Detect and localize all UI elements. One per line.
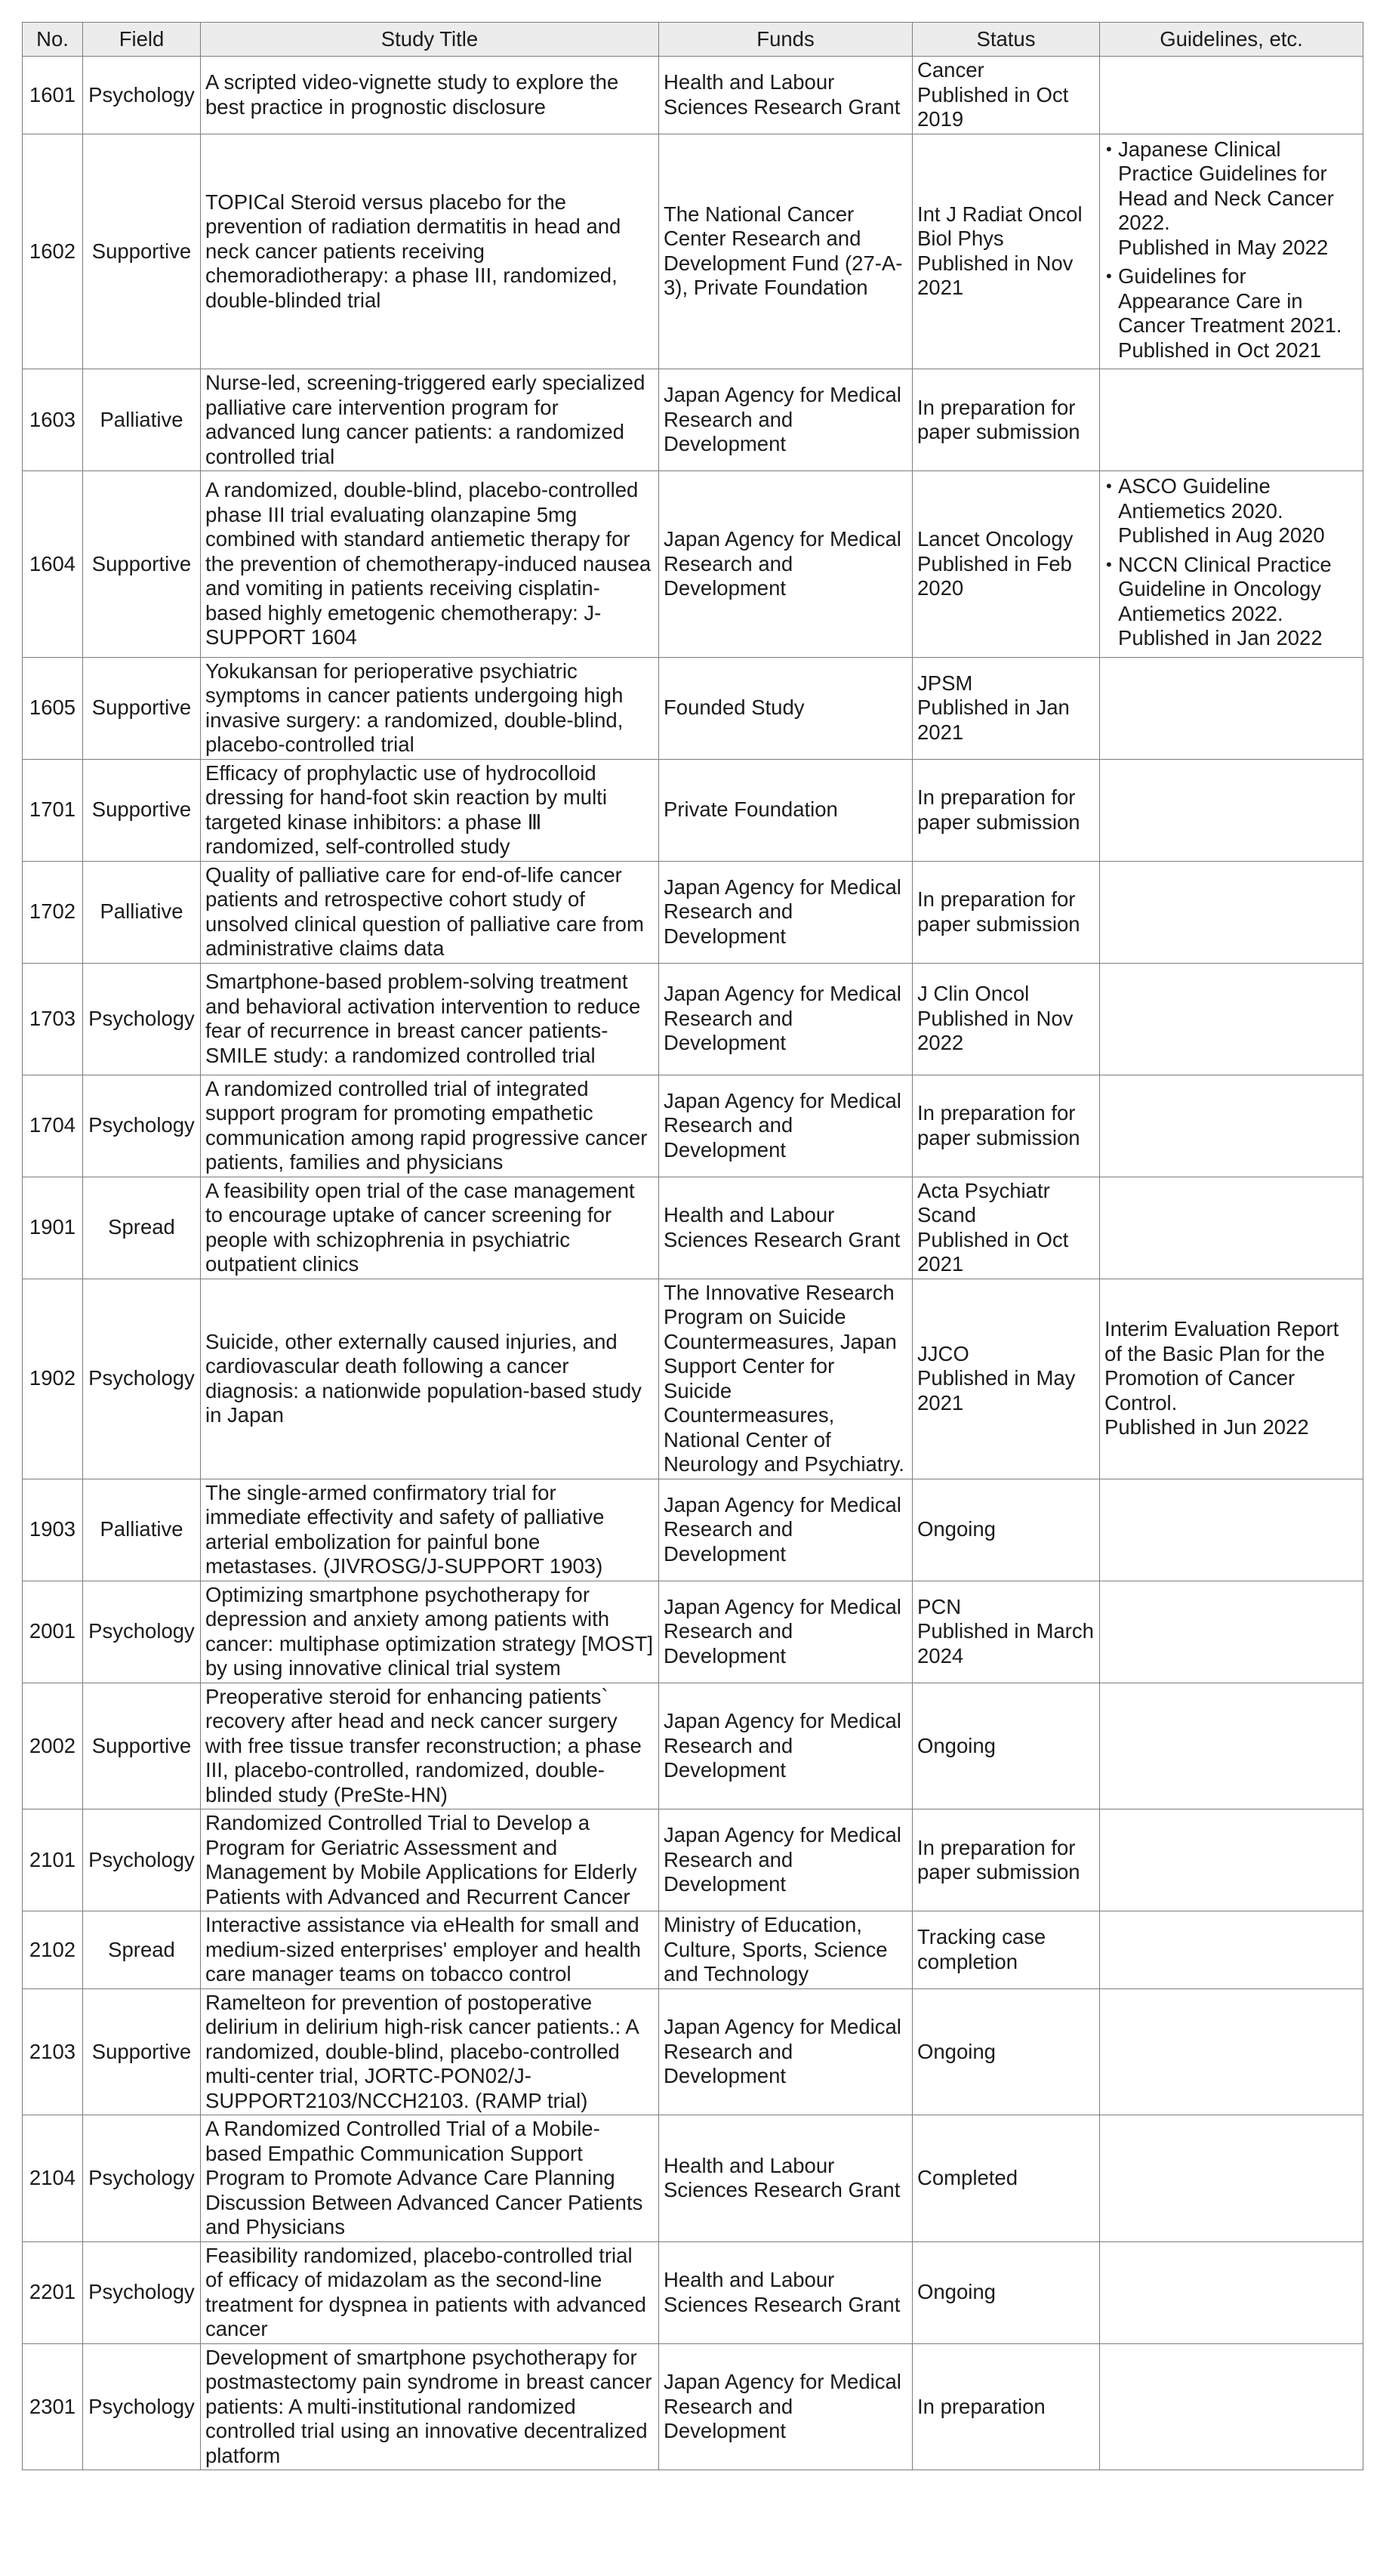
table-body	[23, 57, 1363, 2470]
guideline-item	[1104, 553, 1358, 651]
study-title: Quality of palliative care for end-of-life cancer patients and retrospective cohort study of unsolved clinical question of palliative care from administrative claims data	[201, 861, 659, 963]
study-field: Spread	[83, 1911, 201, 1989]
study-title: Suicide, other externally caused injuries, and cardiovascular death following a cancer diagnosis: a nationwide population-based study in Japan	[201, 1279, 659, 1479]
study-title: Ramelteon for prevention of postoperative delirium in delirium high-risk cancer patients.: A randomized, double-blind, placebo-controlled multi-center trial, JORTC-PON02/J-SUPPORT2103/NCCH2103. (RAMP trial)	[201, 1988, 659, 2115]
table-row	[23, 2115, 1363, 2242]
study-title: Optimizing smartphone psychotherapy for depression and anxiety among patients with cancer: multiphase optimization strategy [MOST] by using innovative clinical trial system	[201, 1581, 659, 1683]
study-number: 1603	[23, 369, 83, 471]
study-number: 2103	[23, 1988, 83, 2115]
study-status	[913, 1075, 1100, 1177]
status-line: Ongoing	[917, 1517, 996, 1541]
study-status	[913, 963, 1100, 1075]
study-guidelines	[1100, 1683, 1363, 1809]
study-status	[913, 57, 1100, 134]
study-number: 2104	[23, 2115, 83, 2242]
study-title: Preoperative steroid for enhancing patients` recovery after head and neck cancer surgery with free tissue transfer reconstruction; a phase III, placebo-controlled, randomized, double-blinded study (PreSte-HN)	[201, 1683, 659, 1809]
table-row	[23, 57, 1363, 134]
study-number: 1601	[23, 57, 83, 134]
study-number: 1704	[23, 1075, 83, 1177]
table-row	[23, 657, 1363, 759]
status-line: JPSM	[917, 671, 973, 695]
study-field: Psychology	[83, 963, 201, 1075]
study-guidelines	[1100, 2343, 1363, 2470]
study-guidelines	[1100, 471, 1363, 658]
study-field: Psychology	[83, 2115, 201, 2242]
status-line: Lancet Oncology	[917, 527, 1074, 551]
study-guidelines	[1100, 2115, 1363, 2242]
study-funds: The Innovative Research Program on Suicide Countermeasures, Japan Support Center for Suicide Countermeasures, National Center of Neurology and Psychiatry.	[659, 1279, 913, 1479]
study-title: The single-armed confirmatory trial for immediate effectivity and safety of palliative arterial embolization for painful bone metastases. (JIVROSG/J-SUPPORT 1903)	[201, 1479, 659, 1581]
column-header-field: Field	[83, 23, 201, 57]
table-row	[23, 471, 1363, 658]
study-field: Supportive	[83, 134, 201, 369]
status-line: PCN	[917, 1594, 962, 1618]
guideline-item	[1104, 264, 1358, 362]
study-field: Psychology	[83, 1279, 201, 1479]
study-funds: Japan Agency for Medical Research and Development	[659, 1988, 913, 2115]
study-number: 1605	[23, 657, 83, 759]
study-status	[913, 2115, 1100, 2242]
status-line: In preparation for paper submission	[917, 1101, 1080, 1149]
study-status	[913, 1809, 1100, 1911]
study-guidelines	[1100, 2241, 1363, 2343]
study-status	[913, 134, 1100, 369]
study-number: 1602	[23, 134, 83, 369]
status-line: Published in Jan 2021	[917, 696, 1070, 744]
study-status	[913, 1581, 1100, 1683]
column-header-funds: Funds	[659, 23, 913, 57]
study-funds: Health and Labour Sciences Research Grant	[659, 1177, 913, 1279]
study-guidelines	[1100, 1809, 1363, 1911]
column-header-no: No.	[23, 23, 83, 57]
study-status	[913, 471, 1100, 658]
guidelines-list	[1104, 474, 1358, 651]
guideline-text: ASCO Guideline Antiemetics 2020.	[1118, 474, 1283, 523]
study-field: Supportive	[83, 1988, 201, 2115]
study-funds: Japan Agency for Medical Research and Development	[659, 1809, 913, 1911]
status-line: Published in March 2024	[917, 1619, 1094, 1667]
study-status	[913, 657, 1100, 759]
study-guidelines	[1100, 657, 1363, 759]
table-header	[23, 23, 1363, 57]
guideline-date: Published in Aug 2020	[1118, 523, 1325, 547]
study-field: Supportive	[83, 471, 201, 658]
study-status	[913, 1683, 1100, 1809]
study-title: Yokukansan for perioperative psychiatric symptoms in cancer patients undergoing high invasive surgery: a randomized, double-blind, placebo-controlled trial	[201, 657, 659, 759]
table-row	[23, 1279, 1363, 1479]
study-guidelines	[1100, 1988, 1363, 2115]
study-title: Development of smartphone psychotherapy for postmastectomy pain syndrome in breast cancer patients: A multi-institutional randomized controlled trial using an innovative decentralized platform	[201, 2343, 659, 2470]
study-number: 2101	[23, 1809, 83, 1911]
study-guidelines	[1100, 1479, 1363, 1581]
study-title: A feasibility open trial of the case management to encourage uptake of cancer screening for people with schizophrenia in psychiatric outpatient clinics	[201, 1177, 659, 1279]
study-guidelines	[1100, 1177, 1363, 1279]
guidelines-list	[1104, 137, 1358, 363]
study-funds: Health and Labour Sciences Research Grant	[659, 2115, 913, 2242]
header-row	[23, 23, 1363, 57]
study-number: 1604	[23, 471, 83, 658]
column-header-guidelines: Guidelines, etc.	[1100, 23, 1363, 57]
study-funds: Japan Agency for Medical Research and Development	[659, 963, 913, 1075]
status-line: Ongoing	[917, 2280, 996, 2304]
study-number: 2102	[23, 1911, 83, 1989]
table-row	[23, 1479, 1363, 1581]
study-funds: Japan Agency for Medical Research and Development	[659, 1683, 913, 1809]
study-funds: Japan Agency for Medical Research and Development	[659, 471, 913, 658]
study-title: TOPICal Steroid versus placebo for the prevention of radiation dermatitis in head and neck cancer patients receiving chemoradiotherapy: a phase III, randomized, double-blinded trial	[201, 134, 659, 369]
study-status	[913, 861, 1100, 963]
table-row	[23, 369, 1363, 471]
study-number: 1702	[23, 861, 83, 963]
status-line: Published in Feb 2020	[917, 551, 1072, 600]
study-guidelines	[1100, 57, 1363, 134]
status-line: Acta Psychiatr Scand	[917, 1178, 1050, 1226]
status-line: JJCO	[917, 1341, 969, 1365]
guideline-date: Published in Jan 2022	[1118, 626, 1323, 649]
study-funds: Japan Agency for Medical Research and Development	[659, 1075, 913, 1177]
study-field: Psychology	[83, 1581, 201, 1683]
status-line: Cancer	[917, 58, 984, 82]
guideline-text: Japanese Clinical Practice Guidelines for Head and Neck Cancer 2022.	[1118, 137, 1334, 234]
study-status	[913, 2241, 1100, 2343]
study-funds: Japan Agency for Medical Research and Development	[659, 369, 913, 471]
page	[22, 22, 1363, 2470]
status-line: Ongoing	[917, 2039, 996, 2063]
studies-table	[22, 22, 1363, 2470]
study-status	[913, 1279, 1100, 1479]
study-title: A randomized controlled trial of integrated support program for promoting empathetic communication among rapid progressive cancer patients, families and physicians	[201, 1075, 659, 1177]
study-guidelines	[1100, 134, 1363, 369]
table-row	[23, 1988, 1363, 2115]
table-row	[23, 134, 1363, 369]
study-guidelines	[1100, 1279, 1363, 1479]
table-row	[23, 963, 1363, 1075]
status-line: In preparation for paper submission	[917, 785, 1080, 834]
study-number: 1903	[23, 1479, 83, 1581]
guideline-line: Interim Evaluation Report of the Basic Plan for the Promotion of Cancer Control.	[1104, 1317, 1339, 1414]
study-number: 2201	[23, 2241, 83, 2343]
study-funds: The National Cancer Center Research and Development Fund (27-A-3), Private Foundation	[659, 134, 913, 369]
study-number: 1703	[23, 963, 83, 1075]
study-number: 1901	[23, 1177, 83, 1279]
study-funds: Japan Agency for Medical Research and Development	[659, 861, 913, 963]
study-title: Efficacy of prophylactic use of hydrocolloid dressing for hand-foot skin reaction by multi targeted kinase inhibitors: a phase Ⅲ randomized, self-controlled study	[201, 759, 659, 861]
study-status	[913, 1988, 1100, 2115]
study-status	[913, 1177, 1100, 1279]
study-field: Spread	[83, 1177, 201, 1279]
study-status	[913, 1911, 1100, 1989]
guideline-text: NCCN Clinical Practice Guideline in Oncology Antiemetics 2022.	[1118, 552, 1332, 625]
table-row	[23, 1809, 1363, 1911]
status-line: Published in Oct 2021	[917, 1227, 1069, 1276]
table-row	[23, 2343, 1363, 2470]
table-row	[23, 1581, 1363, 1683]
study-field: Psychology	[83, 1075, 201, 1177]
status-line: Published in Nov 2021	[917, 251, 1074, 300]
status-line: In preparation	[917, 2394, 1046, 2418]
study-funds: Japan Agency for Medical Research and Development	[659, 1479, 913, 1581]
study-field: Psychology	[83, 2343, 201, 2470]
column-header-study-title: Study Title	[201, 23, 659, 57]
study-title: A Randomized Controlled Trial of a Mobile-based Empathic Communication Support Program to Promote Advance Care Planning Discussion Between Advanced Cancer Patients and Physicians	[201, 2115, 659, 2242]
table-row	[23, 861, 1363, 963]
study-field: Supportive	[83, 759, 201, 861]
study-field: Palliative	[83, 369, 201, 471]
status-line: Int J Radiat Oncol Biol Phys	[917, 202, 1083, 251]
study-guidelines	[1100, 1075, 1363, 1177]
status-line: In preparation for paper submission	[917, 887, 1080, 936]
study-funds: Health and Labour Sciences Research Grant	[659, 57, 913, 134]
study-status	[913, 369, 1100, 471]
status-line: Published in Oct 2019	[917, 82, 1069, 131]
study-guidelines	[1100, 861, 1363, 963]
study-guidelines	[1100, 759, 1363, 861]
study-field: Supportive	[83, 657, 201, 759]
table-row	[23, 1075, 1363, 1177]
status-line: Completed	[917, 2166, 1018, 2189]
study-number: 2002	[23, 1683, 83, 1809]
status-line: J Clin Oncol Published in Nov 2022	[917, 982, 1074, 1055]
guideline-item	[1104, 474, 1358, 548]
study-field: Supportive	[83, 1683, 201, 1809]
study-field: Psychology	[83, 2241, 201, 2343]
guideline-line: Published in Jun 2022	[1104, 1415, 1309, 1439]
table-row	[23, 2241, 1363, 2343]
study-guidelines	[1100, 1911, 1363, 1989]
column-header-status: Status	[913, 23, 1100, 57]
study-field: Palliative	[83, 861, 201, 963]
table-row	[23, 1177, 1363, 1279]
status-line: Tracking case completion	[917, 1925, 1046, 1973]
status-line: Ongoing	[917, 1733, 996, 1757]
status-line: Published in May 2021	[917, 1366, 1076, 1414]
guideline-text: Guidelines for Appearance Care in Cancer Treatment 2021.	[1118, 264, 1342, 337]
study-number: 1902	[23, 1279, 83, 1479]
study-funds: Japan Agency for Medical Research and Development	[659, 2343, 913, 2470]
study-status	[913, 2343, 1100, 2470]
guideline-item	[1104, 137, 1358, 261]
study-title: A randomized, double-blind, placebo-controlled phase III trial evaluating olanzapine 5mg combined with standard antiemetic therapy for the prevention of chemotherapy-induced nausea and vomiting in patients receiving cisplatin-based highly emetogenic chemotherapy: J-SUPPORT 1604	[201, 471, 659, 658]
study-number: 2001	[23, 1581, 83, 1683]
study-title: Smartphone-based problem-solving treatment and behavioral activation intervention to reduce fear of recurrence in breast cancer patients-SMILE study: a randomized controlled trial	[201, 963, 659, 1075]
study-title: Nurse-led, screening-triggered early specialized palliative care intervention program for advanced lung cancer patients: a randomized controlled trial	[201, 369, 659, 471]
table-row	[23, 759, 1363, 861]
study-title: Randomized Controlled Trial to Develop a Program for Geriatric Assessment and Management by Mobile Applications for Elderly Patients with Advanced and Recurrent Cancer	[201, 1809, 659, 1911]
study-title: Feasibility randomized, placebo-controlled trial of efficacy of midazolam as the second-line treatment for dyspnea in patients with advanced cancer	[201, 2241, 659, 2343]
study-guidelines	[1100, 369, 1363, 471]
study-status	[913, 759, 1100, 861]
status-line: In preparation for paper submission	[917, 1835, 1080, 1883]
study-number: 1701	[23, 759, 83, 861]
study-field: Palliative	[83, 1479, 201, 1581]
study-number: 2301	[23, 2343, 83, 2470]
table-row	[23, 1911, 1363, 1989]
study-status	[913, 1479, 1100, 1581]
study-funds: Private Foundation	[659, 759, 913, 861]
study-funds: Ministry of Education, Culture, Sports, Science and Technology	[659, 1911, 913, 1989]
guideline-date: Published in Oct 2021	[1118, 338, 1322, 362]
study-funds: Japan Agency for Medical Research and Development	[659, 1581, 913, 1683]
study-field: Psychology	[83, 1809, 201, 1911]
table-row	[23, 1683, 1363, 1809]
study-field: Psychology	[83, 57, 201, 134]
status-line: In preparation for paper submission	[917, 395, 1080, 443]
guideline-date: Published in May 2022	[1118, 235, 1329, 259]
study-title: Interactive assistance via eHealth for small and medium-sized enterprises' employer and health care manager teams on tobacco control	[201, 1911, 659, 1989]
study-funds: Founded Study	[659, 657, 913, 759]
study-funds: Health and Labour Sciences Research Grant	[659, 2241, 913, 2343]
study-guidelines	[1100, 1581, 1363, 1683]
study-title: A scripted video-vignette study to explore the best practice in prognostic disclosure	[201, 57, 659, 134]
study-guidelines	[1100, 963, 1363, 1075]
